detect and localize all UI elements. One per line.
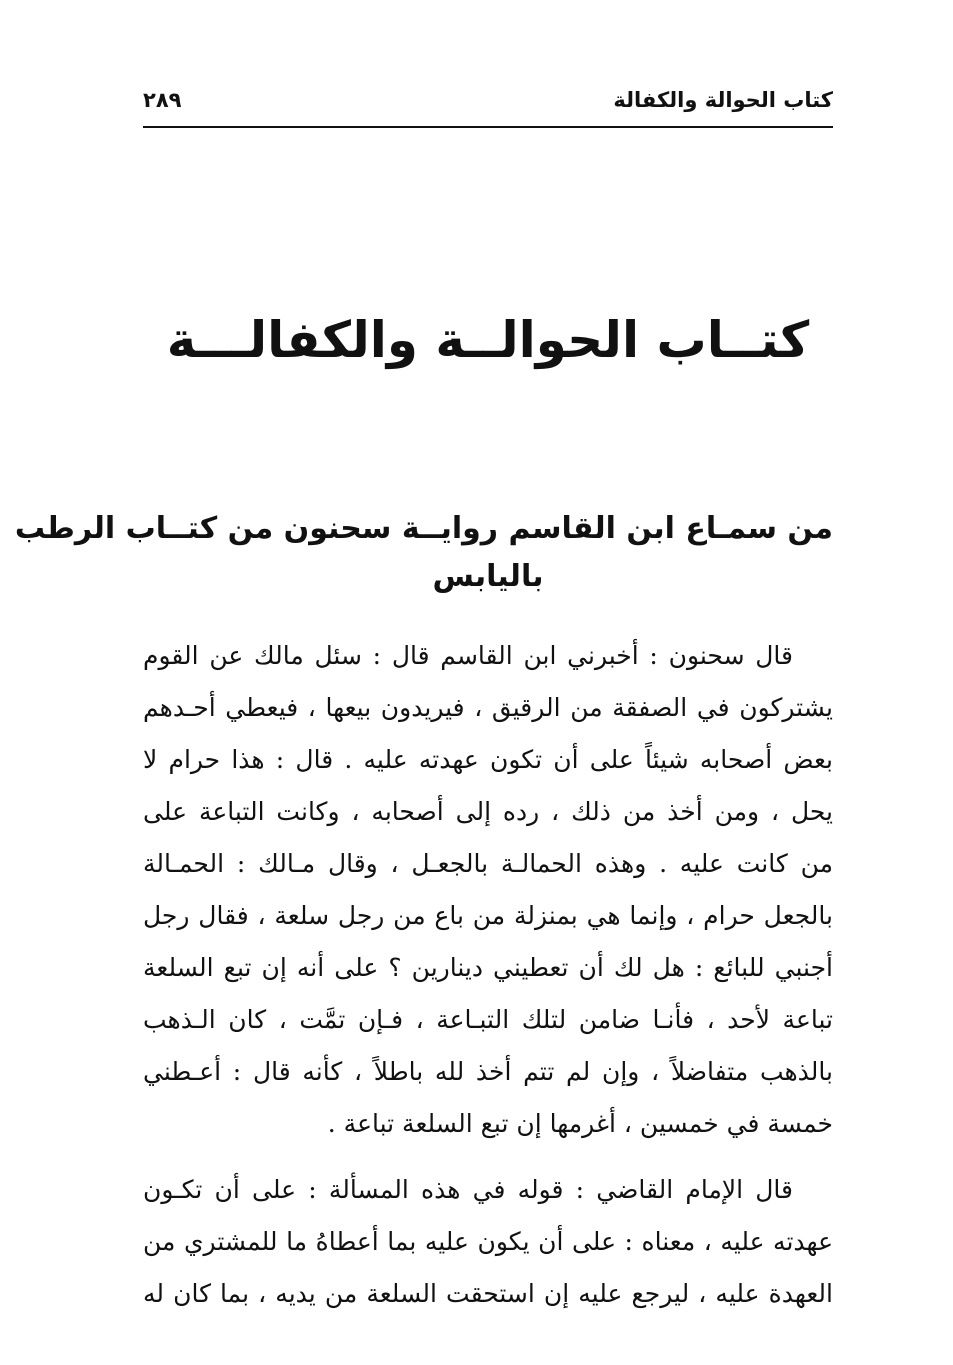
body-text	[143, 630, 833, 1320]
text-line: أجنبي للبائع : هل لك أن تعطيني دينارين ؟ على أنه إن تبع السلعة	[143, 953, 833, 982]
text-line: تباعة لأحد ، فأنـا ضامن لتلك التبـاعة ، فـإن تمَّت ، كان الـذهب	[143, 1005, 833, 1034]
text-line: يشتركون في الصفقة من الرقيق ، فيريدون بيعها ، فيعطي أحـدهم	[143, 693, 833, 722]
text-line: يحل ، ومن أخذ من ذلك ، رده إلى أصحابه ، وكانت التباعة على	[143, 797, 833, 826]
page-number: ٢٨٩	[143, 88, 182, 112]
text-line: بالجعل حرام ، وإنما هي بمنزلة من باع من رجل سلعة ، فقال رجل	[143, 901, 833, 930]
text-line: بعض أصحابه شيئاً على أن تكون عهدته عليه . قال : هذا حرام لا	[143, 745, 833, 774]
paragraph-1	[143, 630, 833, 1150]
text-line: خمسة في خمسين ، أغرمها إن تبع السلعة تباعة .	[327, 1109, 833, 1138]
running-title: كتاب الحوالة والكفالة	[613, 88, 833, 112]
paragraph-2	[143, 1164, 833, 1320]
text-line: بالذهب متفاضلاً ، وإن لم تتم أخذ لله باطلاً ، كأنه قال : أعـطني	[143, 1057, 833, 1086]
section-title	[14, 505, 833, 601]
page-header	[143, 84, 833, 128]
section-title-line: باليابس	[432, 559, 544, 594]
text-line: عهدته عليه ، معناه : على أن يكون عليه بما أعطاهُ ما للمشتري من	[143, 1227, 833, 1256]
text-line: العهدة عليه ، ليرجع عليه إن استحقت السلعة من يديه ، بما كان له	[143, 1279, 833, 1308]
book-title: كتــاب الحوالــة والكفالـــة	[166, 311, 810, 369]
text-line: من كانت عليه . وهذه الحمالـة بالجعـل ، وقال مـالك : الحمـالة	[143, 849, 833, 878]
text-line: قال الإمام القاضي : قوله في هذه المسألة : على أن تكـون	[143, 1175, 793, 1204]
section-title-line: من سمـاع ابن القاسم روايــة سحنون من كتــاب الرطب	[14, 511, 833, 546]
text-line: قال سحنون : أخبرني ابن القاسم قال : سئل مالك عن القوم	[143, 641, 793, 670]
